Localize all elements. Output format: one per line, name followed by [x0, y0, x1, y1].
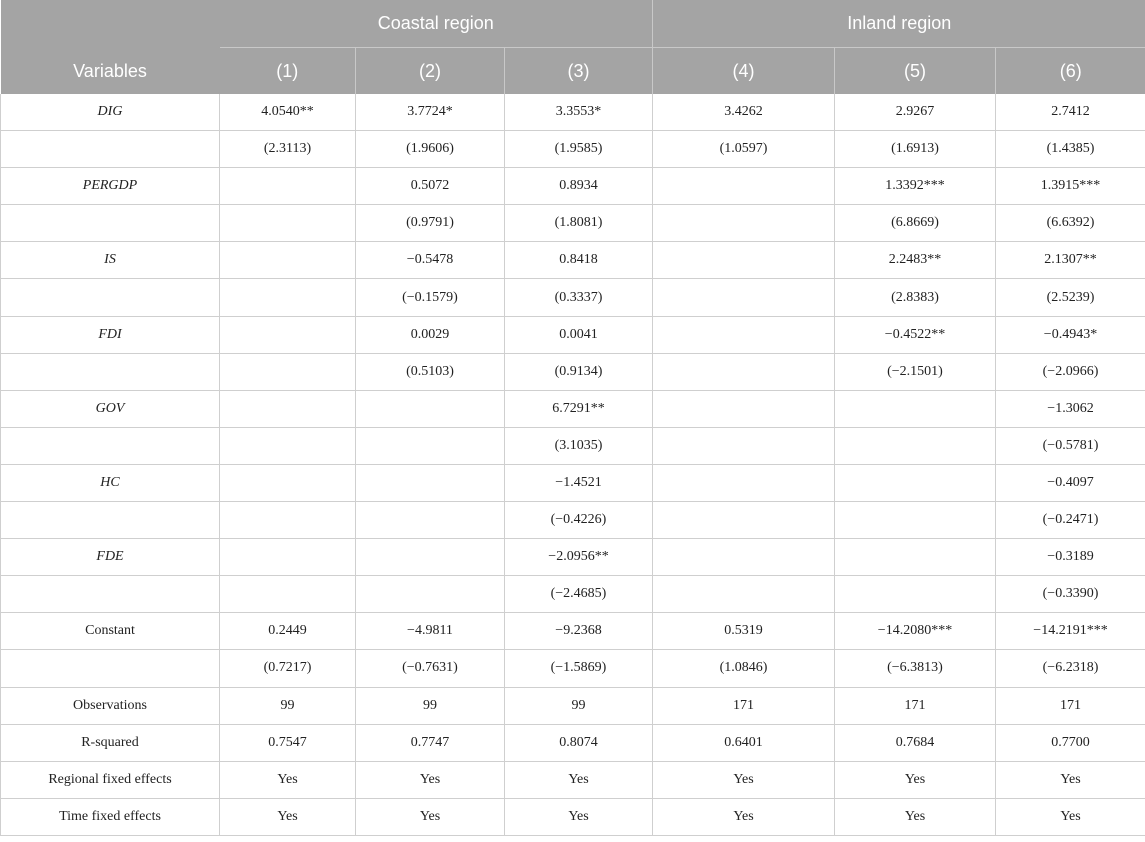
row-label — [1, 131, 220, 168]
table-cell: 0.5319 — [653, 613, 835, 650]
table-row — [1, 613, 1145, 650]
table-cell: 2.2483** — [835, 242, 996, 279]
table-cell: 0.8418 — [505, 242, 653, 279]
table-cell: 99 — [356, 687, 505, 724]
table-cell: (−0.1579) — [356, 279, 505, 316]
table-row — [1, 353, 1145, 390]
table-cell — [220, 464, 356, 501]
table-cell: 0.5072 — [356, 168, 505, 205]
table-cell: (−0.5781) — [996, 427, 1145, 464]
row-label — [1, 502, 220, 539]
table-cell — [653, 353, 835, 390]
table-cell: 0.0029 — [356, 316, 505, 353]
table-cell — [653, 205, 835, 242]
table-cell: 1.3915*** — [996, 168, 1145, 205]
table-cell — [220, 353, 356, 390]
row-label: Regional fixed effects — [1, 761, 220, 798]
table-cell: (−0.7631) — [356, 650, 505, 687]
table-cell: (0.3337) — [505, 279, 653, 316]
table-cell — [220, 539, 356, 576]
table-row — [1, 279, 1145, 316]
table-row — [1, 464, 1145, 501]
table-cell: (1.9606) — [356, 131, 505, 168]
table-cell — [220, 242, 356, 279]
table-cell: 0.8934 — [505, 168, 653, 205]
table-cell — [835, 464, 996, 501]
table-cell: −0.4522** — [835, 316, 996, 353]
table-cell: 4.0540** — [220, 94, 356, 131]
table-cell: 3.4262 — [653, 94, 835, 131]
table-cell — [835, 539, 996, 576]
table-cell: −0.4097 — [996, 464, 1145, 501]
row-label: PERGDP — [1, 168, 220, 205]
table-cell — [653, 502, 835, 539]
table-cell: −0.3189 — [996, 539, 1145, 576]
table-cell: (−6.2318) — [996, 650, 1145, 687]
row-label — [1, 427, 220, 464]
table-cell: −9.2368 — [505, 613, 653, 650]
column-header-2: (2) — [356, 48, 505, 95]
table-row — [1, 539, 1145, 576]
table-cell: 171 — [996, 687, 1145, 724]
table-cell: (−6.3813) — [835, 650, 996, 687]
table-cell: (1.4385) — [996, 131, 1145, 168]
table-cell: −14.2080*** — [835, 613, 996, 650]
table-row — [1, 205, 1145, 242]
table-row — [1, 390, 1145, 427]
table-cell: 0.6401 — [653, 724, 835, 761]
table-cell — [220, 168, 356, 205]
table-row — [1, 242, 1145, 279]
table-cell: (−2.1501) — [835, 353, 996, 390]
table-cell: (−2.0966) — [996, 353, 1145, 390]
table-cell: 0.7747 — [356, 724, 505, 761]
table-cell: 2.7412 — [996, 94, 1145, 131]
table-row — [1, 427, 1145, 464]
table-row — [1, 316, 1145, 353]
table-row — [1, 131, 1145, 168]
table-row — [1, 576, 1145, 613]
table-cell: −2.0956** — [505, 539, 653, 576]
table-cell — [356, 539, 505, 576]
table-cell: Yes — [835, 798, 996, 835]
table-cell — [835, 502, 996, 539]
table-cell: (6.6392) — [996, 205, 1145, 242]
table-cell: (1.0846) — [653, 650, 835, 687]
table-cell: 3.7724* — [356, 94, 505, 131]
table-cell: Yes — [220, 761, 356, 798]
table-cell — [653, 464, 835, 501]
row-label: DIG — [1, 94, 220, 131]
table-row — [1, 687, 1145, 724]
table-cell: (2.3113) — [220, 131, 356, 168]
column-header-1: (1) — [220, 48, 356, 95]
table-cell: 171 — [653, 687, 835, 724]
table-header — [1, 0, 1145, 94]
table-cell — [653, 316, 835, 353]
table-cell: 0.7547 — [220, 724, 356, 761]
column-header-3: (3) — [505, 48, 653, 95]
table-cell — [356, 464, 505, 501]
row-label — [1, 650, 220, 687]
table-cell: 1.3392*** — [835, 168, 996, 205]
variables-header: Variables — [1, 0, 220, 94]
table-cell: (2.5239) — [996, 279, 1145, 316]
column-header-5: (5) — [835, 48, 996, 95]
table-row — [1, 761, 1145, 798]
table-cell: (−2.4685) — [505, 576, 653, 613]
coastal-region-header: Coastal region — [220, 0, 653, 48]
table-cell: (6.8669) — [835, 205, 996, 242]
table-cell — [653, 390, 835, 427]
table-cell: 2.1307** — [996, 242, 1145, 279]
table-cell — [653, 168, 835, 205]
table-cell — [220, 390, 356, 427]
table-body — [1, 94, 1145, 835]
table-cell: 0.2449 — [220, 613, 356, 650]
table-cell: Yes — [835, 761, 996, 798]
table-cell — [220, 576, 356, 613]
table-cell: (0.9134) — [505, 353, 653, 390]
table-cell: (1.6913) — [835, 131, 996, 168]
table-cell: 99 — [505, 687, 653, 724]
row-label — [1, 205, 220, 242]
table-cell: 99 — [220, 687, 356, 724]
table-cell — [653, 427, 835, 464]
table-row — [1, 168, 1145, 205]
table-cell — [835, 390, 996, 427]
table-cell: (0.7217) — [220, 650, 356, 687]
row-label: GOV — [1, 390, 220, 427]
table-row — [1, 94, 1145, 131]
table-cell: (1.8081) — [505, 205, 653, 242]
table-cell: 6.7291** — [505, 390, 653, 427]
row-label: FDI — [1, 316, 220, 353]
table-cell — [356, 576, 505, 613]
table-cell: 0.7684 — [835, 724, 996, 761]
table-cell — [220, 502, 356, 539]
table-cell: Yes — [996, 798, 1145, 835]
header-group-row — [1, 0, 1145, 48]
table-cell: Yes — [653, 798, 835, 835]
table-row — [1, 798, 1145, 835]
table-cell: (3.1035) — [505, 427, 653, 464]
table-cell: Yes — [356, 761, 505, 798]
table-row — [1, 650, 1145, 687]
column-header-4: (4) — [653, 48, 835, 95]
table-cell — [356, 502, 505, 539]
table-cell: (−0.3390) — [996, 576, 1145, 613]
table-row — [1, 724, 1145, 761]
row-label — [1, 279, 220, 316]
table-cell — [835, 427, 996, 464]
table-cell: −0.5478 — [356, 242, 505, 279]
table-cell: (1.9585) — [505, 131, 653, 168]
table-cell — [653, 539, 835, 576]
table-cell — [220, 279, 356, 316]
table-cell: 0.8074 — [505, 724, 653, 761]
column-header-6: (6) — [996, 48, 1145, 95]
table-cell — [220, 205, 356, 242]
table-row — [1, 502, 1145, 539]
table-cell: (2.8383) — [835, 279, 996, 316]
table-cell — [220, 427, 356, 464]
table-cell: Yes — [996, 761, 1145, 798]
table-cell: Yes — [220, 798, 356, 835]
table-cell: (0.9791) — [356, 205, 505, 242]
table-cell — [653, 242, 835, 279]
table-cell — [835, 576, 996, 613]
inland-region-header: Inland region — [653, 0, 1145, 48]
table-cell — [653, 279, 835, 316]
table-cell: 2.9267 — [835, 94, 996, 131]
table-cell: −1.3062 — [996, 390, 1145, 427]
table-cell: −0.4943* — [996, 316, 1145, 353]
row-label: IS — [1, 242, 220, 279]
table-cell: 3.3553* — [505, 94, 653, 131]
table-cell: −14.2191*** — [996, 613, 1145, 650]
row-label: Time fixed effects — [1, 798, 220, 835]
table-cell: (1.0597) — [653, 131, 835, 168]
row-label: R-squared — [1, 724, 220, 761]
table-cell: −1.4521 — [505, 464, 653, 501]
row-label: Observations — [1, 687, 220, 724]
row-label: Constant — [1, 613, 220, 650]
table-cell: (−1.5869) — [505, 650, 653, 687]
table-cell: −4.9811 — [356, 613, 505, 650]
table-cell: (−0.4226) — [505, 502, 653, 539]
table-cell — [356, 390, 505, 427]
table-cell: (−0.2471) — [996, 502, 1145, 539]
table-cell: Yes — [356, 798, 505, 835]
table-cell: 0.0041 — [505, 316, 653, 353]
row-label: FDE — [1, 539, 220, 576]
table-cell — [356, 427, 505, 464]
table-cell: 171 — [835, 687, 996, 724]
table-cell — [653, 576, 835, 613]
table-cell: Yes — [505, 761, 653, 798]
row-label — [1, 576, 220, 613]
table-cell: Yes — [653, 761, 835, 798]
table-cell: 0.7700 — [996, 724, 1145, 761]
table-cell: Yes — [505, 798, 653, 835]
table-cell: (0.5103) — [356, 353, 505, 390]
row-label: HC — [1, 464, 220, 501]
table-cell — [220, 316, 356, 353]
row-label — [1, 353, 220, 390]
